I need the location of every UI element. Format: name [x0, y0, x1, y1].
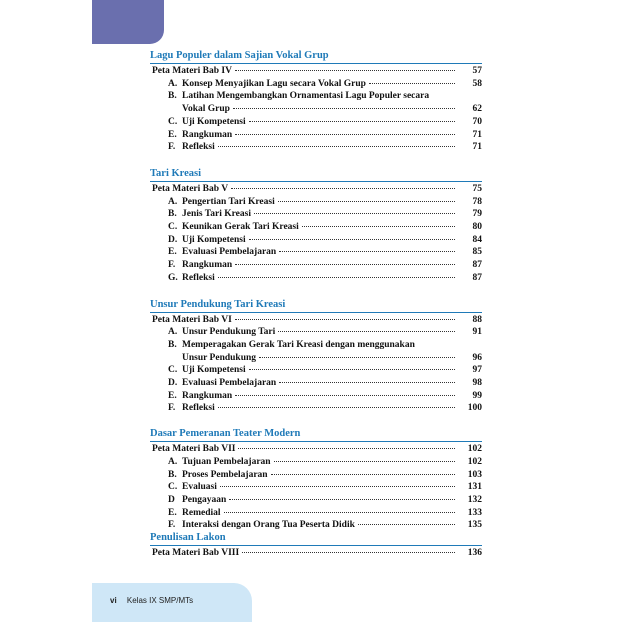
entry-letter: C. — [168, 482, 178, 493]
dot-leader — [249, 369, 455, 370]
toc-entry — [150, 246, 482, 259]
entry-page-number: 102 — [467, 456, 482, 467]
dot-leader — [278, 201, 455, 202]
entry-label: Unsur Pendukung Tari — [182, 327, 276, 338]
entry-letter: B. — [168, 91, 177, 102]
entry-label: Refleksi — [182, 403, 215, 414]
entry-letter: F. — [168, 260, 176, 271]
dot-leader — [220, 486, 455, 487]
entry-page-number: 62 — [472, 104, 482, 115]
entry-label: Peta Materi Bab V — [152, 183, 229, 194]
entry-page-number: 87 — [472, 260, 482, 271]
entry-letter: D — [168, 494, 175, 505]
entry-page-number: 71 — [472, 129, 482, 140]
entry-label: Uji Kompetensi — [182, 365, 246, 376]
entry-letter: D. — [168, 234, 178, 245]
entry-label: Jenis Tari Kreasi — [182, 209, 251, 220]
toc-entry — [150, 469, 482, 482]
entry-label: Peta Materi Bab VII — [152, 444, 236, 455]
entry-page-number: 131 — [467, 482, 482, 493]
entry-letter: E. — [168, 247, 177, 258]
toc-entry-peta-materi — [150, 443, 482, 456]
entry-label: Rangkuman — [182, 390, 233, 401]
entry-page-number: 88 — [472, 314, 482, 325]
toc-entry — [150, 129, 482, 142]
entry-label: Evaluasi Pembelajaran — [182, 378, 277, 389]
table-of-contents — [150, 50, 482, 560]
entry-letter: E. — [168, 390, 177, 401]
entry-label-continued: Vokal Grup — [182, 104, 230, 115]
entry-page-number: 132 — [467, 494, 482, 505]
entry-page-number: 57 — [472, 66, 482, 76]
dot-leader — [279, 382, 455, 383]
entry-letter: C. — [168, 116, 178, 127]
toc-section — [150, 299, 482, 416]
entry-letter: A. — [168, 456, 178, 467]
entry-letter: C. — [168, 222, 178, 233]
entry-label: Refleksi — [182, 272, 215, 283]
toc-entry — [150, 519, 482, 532]
toc-entry-peta-materi — [150, 183, 482, 196]
toc-entry — [150, 208, 482, 221]
entry-label: Pengertian Tari Kreasi — [182, 196, 275, 207]
entry-letter: F. — [168, 403, 176, 414]
entry-label: Uji Kompetensi — [182, 116, 246, 127]
entry-page-number: 99 — [472, 390, 482, 401]
entry-label-continued: Unsur Pendukung — [182, 352, 257, 363]
dot-leader — [358, 524, 455, 525]
dot-leader — [231, 188, 455, 189]
toc-entry-continuation — [150, 103, 482, 116]
entry-letter: E. — [168, 129, 177, 140]
entry-label: Rangkuman — [182, 129, 233, 140]
entry-letter: D. — [168, 378, 178, 389]
entry-page-number: 97 — [472, 365, 482, 376]
section-spacer — [150, 154, 482, 168]
dot-leader — [259, 357, 455, 358]
entry-page-number: 78 — [472, 196, 482, 207]
entry-label: Interaksi dengan Orang Tua Peserta Didik — [182, 520, 355, 531]
dot-leader — [235, 395, 455, 396]
toc-entry — [150, 377, 482, 390]
toc-entry — [150, 234, 482, 247]
dot-leader — [229, 499, 455, 500]
toc-entry — [150, 196, 482, 209]
toc-entry-peta-materi — [150, 547, 482, 560]
dot-leader — [218, 407, 455, 408]
entry-label: Memperagakan Gerak Tari Kreasi dengan menggunakan — [182, 339, 415, 350]
dot-leader — [302, 226, 455, 227]
page-number: vi — [110, 596, 117, 605]
toc-entry — [150, 141, 482, 154]
toc-entry-peta-materi — [150, 314, 482, 327]
toc-entry — [150, 259, 482, 272]
entry-page-number: 80 — [472, 222, 482, 233]
toc-entry-continuation — [150, 352, 482, 365]
entry-page-number: 79 — [472, 209, 482, 220]
toc-entry — [150, 221, 482, 234]
toc-entry — [150, 494, 482, 507]
toc-entry — [150, 390, 482, 403]
entry-label: Evaluasi Pembelajaran — [182, 247, 277, 258]
toc-entry — [150, 339, 482, 352]
entry-page-number: 133 — [467, 507, 482, 518]
entry-label: Proses Pembelajaran — [182, 469, 268, 480]
toc-entry-peta-materi — [150, 65, 482, 78]
entry-letter: A. — [168, 327, 178, 338]
dot-leader — [271, 474, 455, 475]
dot-leader — [279, 251, 455, 252]
dot-leader — [254, 213, 455, 214]
dot-leader — [218, 146, 455, 147]
entry-letter: B. — [168, 469, 177, 480]
entry-label: Latihan Mengembangkan Ornamentasi Lagu Populer secara — [182, 91, 430, 102]
entry-page-number: 87 — [472, 272, 482, 283]
dot-leader — [274, 461, 455, 462]
entry-page-number: 102 — [467, 444, 482, 455]
entry-page-number: 58 — [472, 78, 482, 89]
dot-leader — [278, 331, 455, 332]
section-title: Unsur Pendukung Tari Kreasi — [150, 299, 482, 313]
entry-page-number: 84 — [472, 234, 482, 245]
entry-page-number: 91 — [472, 327, 482, 338]
dot-leader — [235, 319, 455, 320]
book-title: Kelas IX SMP/MTs — [126, 596, 194, 605]
dot-leader — [249, 121, 455, 122]
entry-label: Remedial — [182, 507, 221, 518]
entry-label: Rangkuman — [182, 260, 233, 271]
entry-letter: E. — [168, 507, 177, 518]
entry-page-number: 71 — [472, 142, 482, 153]
dot-leader — [242, 552, 455, 553]
toc-entry — [150, 481, 482, 494]
dot-leader — [233, 108, 455, 109]
entry-page-number: 103 — [467, 469, 482, 480]
entry-page-number: 70 — [472, 116, 482, 127]
dot-leader — [369, 83, 455, 84]
toc-entry — [150, 364, 482, 377]
footer — [110, 596, 193, 605]
toc-section — [150, 428, 482, 532]
section-title: Dasar Pemeranan Teater Modern — [150, 428, 482, 442]
entry-page-number: 135 — [467, 520, 482, 531]
section-spacer — [150, 415, 482, 428]
entry-letter: A. — [168, 196, 178, 207]
entry-label: Evaluasi — [182, 482, 217, 493]
entry-letter: F. — [168, 520, 176, 531]
entry-label: Pengayaan — [182, 494, 227, 505]
toc-section — [150, 168, 482, 285]
section-title: Tari Kreasi — [150, 168, 482, 182]
toc-section — [150, 50, 482, 154]
toc-entry — [150, 402, 482, 415]
dot-leader — [224, 512, 455, 513]
toc-entry — [150, 272, 482, 285]
dot-leader — [238, 448, 455, 449]
entry-letter: B. — [168, 339, 177, 350]
entry-label: Peta Materi Bab VIII — [152, 548, 240, 559]
entry-letter: C. — [168, 365, 178, 376]
entry-label: Refleksi — [182, 142, 215, 153]
entry-label: Peta Materi Bab IV — [152, 66, 232, 76]
toc-entry — [150, 116, 482, 129]
section-title: Penulisan Lakon — [150, 532, 482, 546]
entry-label: Konsep Menyajikan Lagu secara Vokal Grup — [182, 78, 366, 89]
toc-entry — [150, 90, 482, 103]
dot-leader — [235, 134, 455, 135]
dot-leader — [235, 264, 455, 265]
entry-page-number: 96 — [472, 352, 482, 363]
entry-page-number: 85 — [472, 247, 482, 258]
entry-label: Keunikan Gerak Tari Kreasi — [182, 222, 299, 233]
dot-leader — [218, 277, 455, 278]
entry-letter: G. — [168, 272, 178, 283]
entry-letter: B. — [168, 209, 177, 220]
entry-page-number: 136 — [467, 548, 482, 559]
entry-label: Uji Kompetensi — [182, 234, 246, 245]
toc-entry — [150, 507, 482, 520]
toc-section — [150, 532, 482, 560]
entry-label: Tujuan Pembelajaran — [182, 456, 271, 467]
entry-page-number: 98 — [472, 378, 482, 389]
section-title: Lagu Populer dalam Sajian Vokal Grup — [150, 50, 482, 64]
toc-entry — [150, 326, 482, 339]
section-spacer — [150, 285, 482, 299]
corner-tab-decoration — [92, 0, 164, 44]
entry-page-number: 75 — [472, 183, 482, 194]
dot-leader — [235, 70, 455, 71]
entry-letter: F. — [168, 142, 176, 153]
toc-entry — [150, 78, 482, 91]
entry-page-number: 100 — [467, 403, 482, 414]
dot-leader — [249, 239, 455, 240]
toc-entry — [150, 456, 482, 469]
entry-label: Peta Materi Bab VI — [152, 314, 232, 325]
entry-letter: A. — [168, 78, 178, 89]
